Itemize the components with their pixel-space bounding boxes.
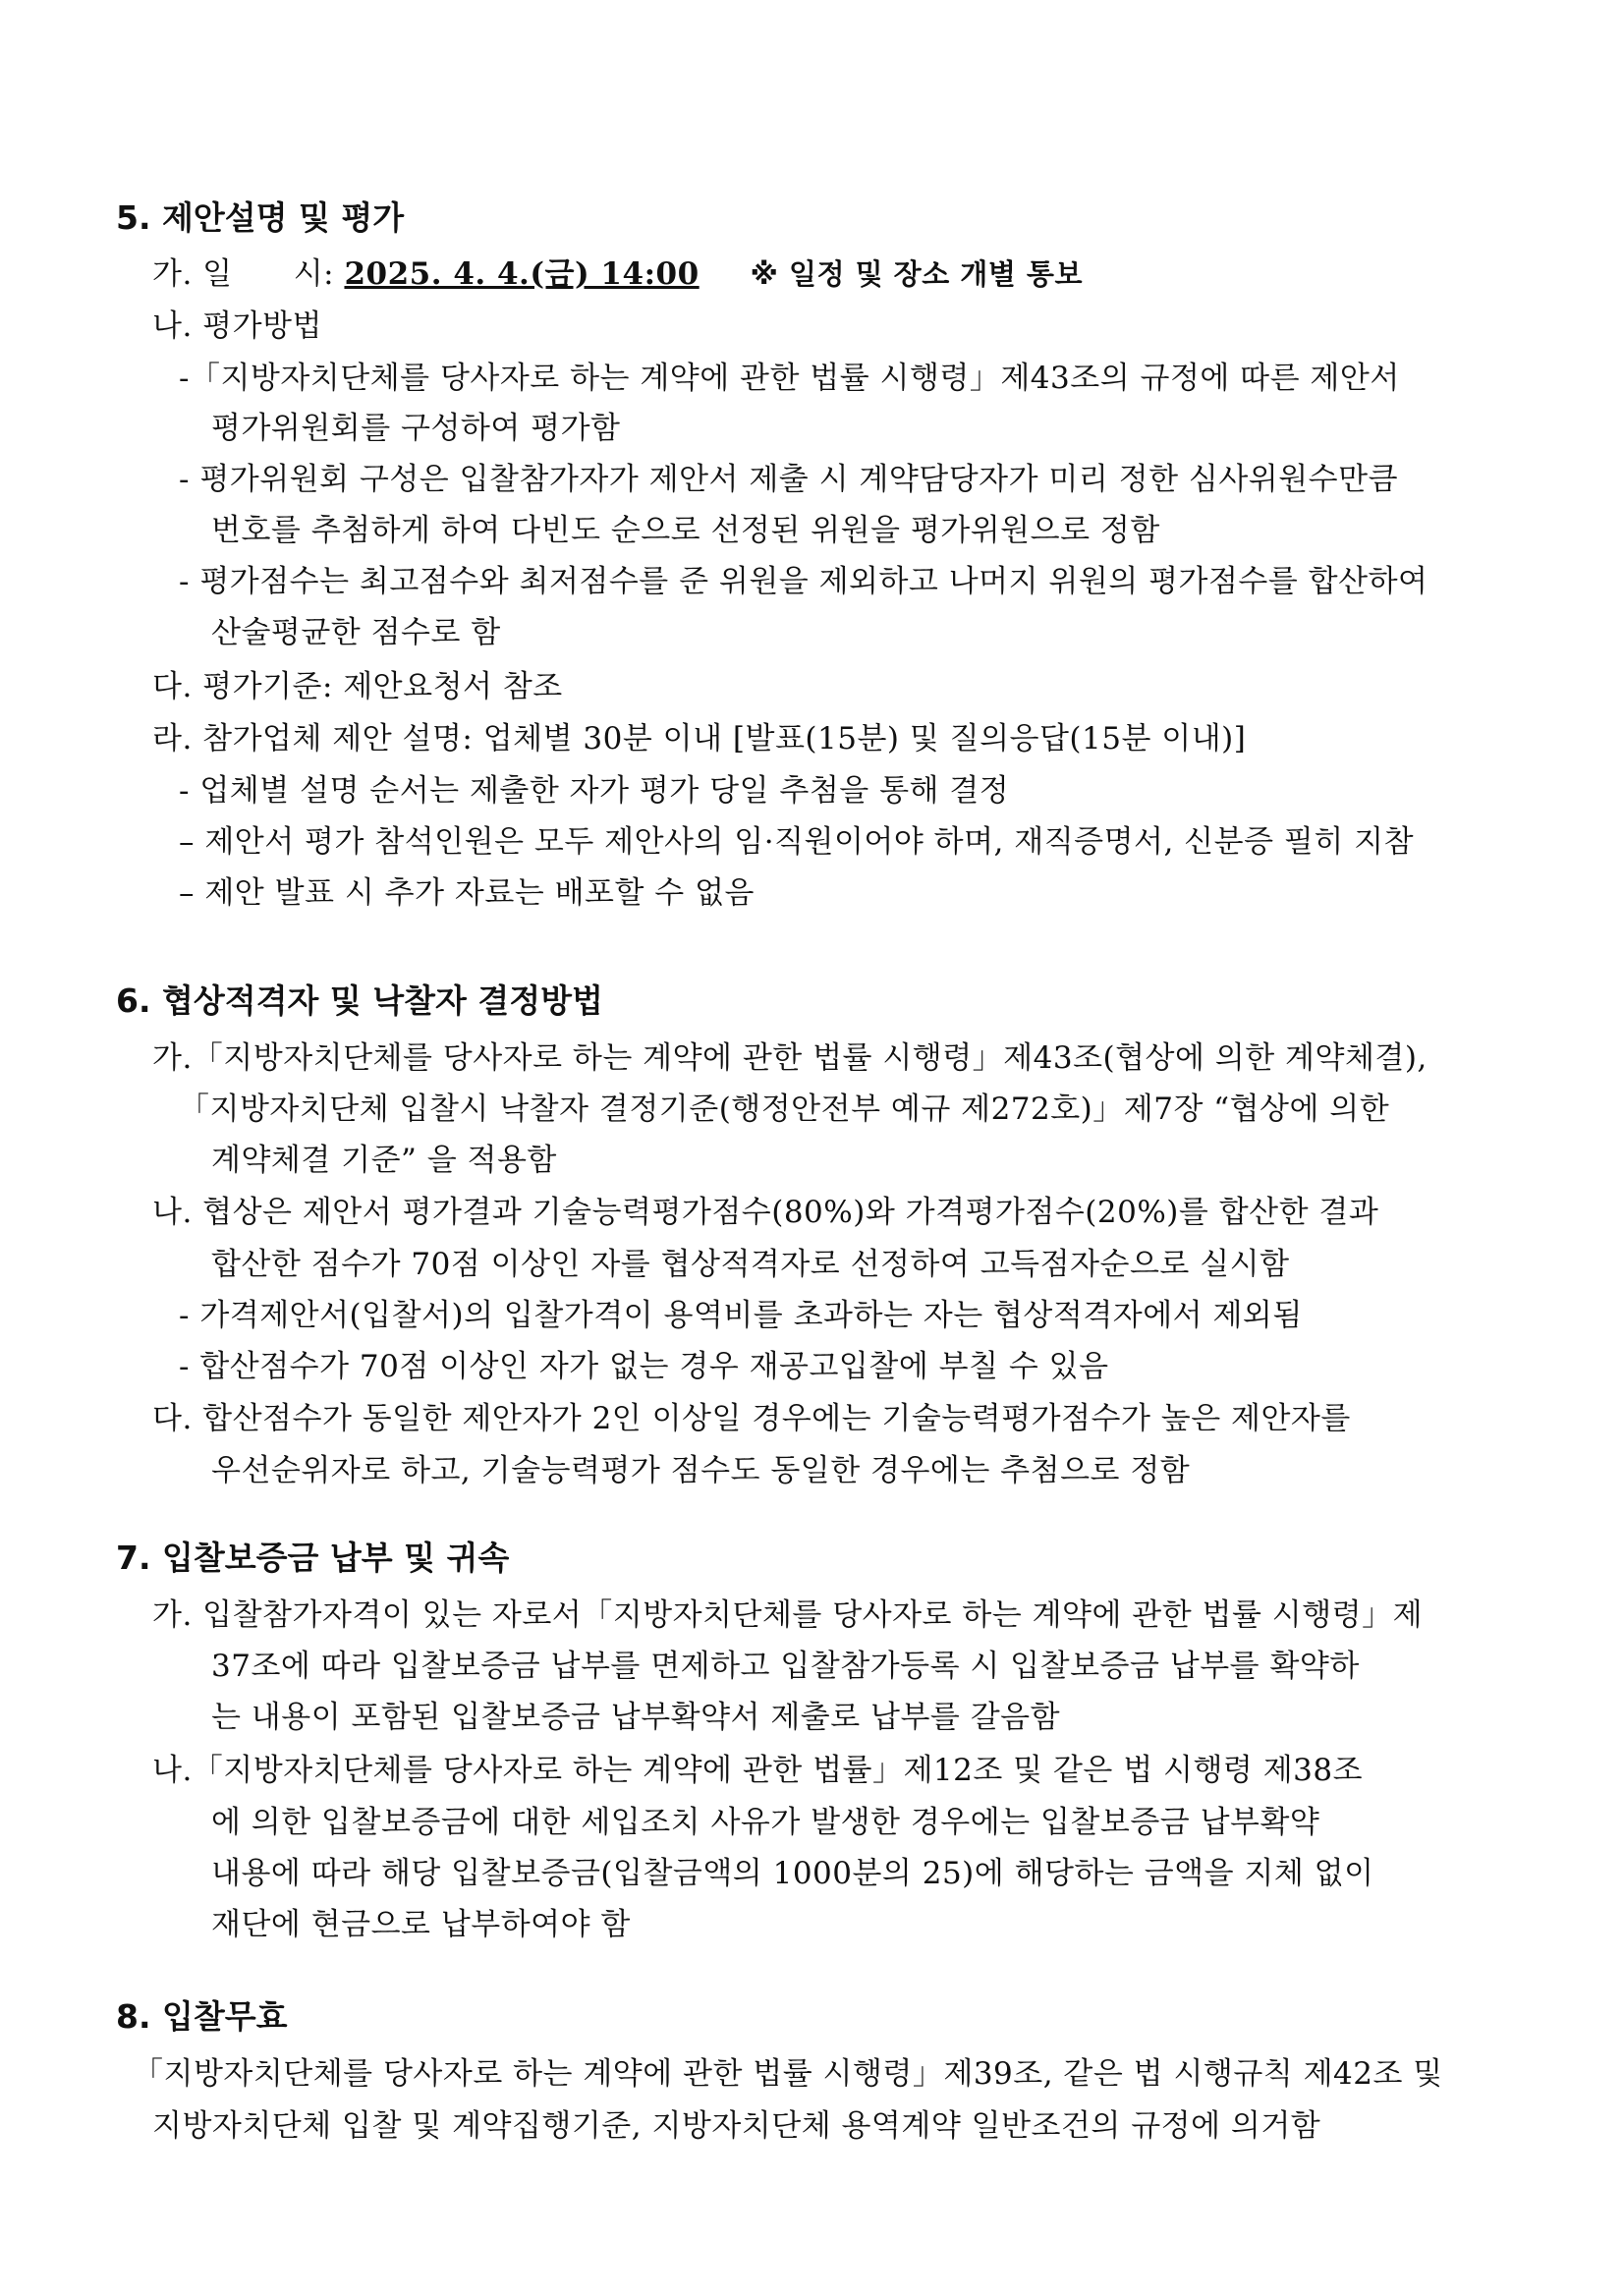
s5-item-a — [152, 249, 1083, 293]
s5-d3: – 제안 발표 시 추가 자료는 배포할 수 없음 — [179, 875, 755, 911]
s6-a-line3: 계약체결 기준” 을 적용함 — [211, 1143, 557, 1178]
s6-b-line2: 합산한 점수가 70점 이상인 자를 협상적격자로 선정하여 고득점자순으로 실시함 — [211, 1247, 1290, 1282]
s5-b3-line1: - 평가점수는 최고점수와 최저점수를 준 위원을 제외하고 나머지 위원의 평가점수를 합산하여 — [179, 564, 1428, 599]
s5-note: ※ 일정 및 장소 개별 통보 — [750, 257, 1083, 291]
s7-a-line3: 는 내용이 포함된 입찰보증금 납부확약서 제출로 납부를 갈음함 — [211, 1700, 1061, 1735]
s7-b-line4: 재단에 현금으로 납부하여야 함 — [211, 1907, 631, 1942]
section-7-title: 7. 입찰보증금 납부 및 귀속 — [116, 1539, 510, 1577]
s5-item-d: 라. 참가업체 제안 설명: 업체별 30분 이내 [발표(15분) 및 질의응답(15분 이내)] — [152, 721, 1247, 756]
s6-a-line2: 「지방자치단체 입찰시 낙찰자 결정기준(행정안전부 예규 제272호)」제7장 “협상에 의한 — [179, 1092, 1390, 1127]
s7-b-line3: 내용에 따라 해당 입찰보증금(입찰금액의 1000분의 25)에 해당하는 금액을 지체 없이 — [211, 1856, 1374, 1891]
s5-d1: - 업체별 설명 순서는 제출한 자가 평가 당일 추첨을 통해 결정 — [179, 773, 1010, 809]
s5-b1-line1: -「지방자치단체를 당사자로 하는 계약에 관한 법률 시행령」제43조의 규정에 따른 제안서 — [179, 361, 1400, 396]
s7-b-line1: 나.「지방자치단체를 당사자로 하는 계약에 관한 법률」제12조 및 같은 법 시행령 제38조 — [152, 1753, 1364, 1788]
s5-b2-line2: 번호를 추첨하게 하여 다빈도 순으로 선정된 위원을 평가위원으로 정함 — [211, 513, 1160, 548]
s5-b2-line1: - 평가위원회 구성은 입찰참가자가 제안서 제출 시 계약담당자가 미리 정한 심사위원수만큼 — [179, 462, 1399, 497]
s6-b2: - 합산점수가 70점 이상인 자가 없는 경우 재공고입찰에 부칠 수 있음 — [179, 1349, 1109, 1384]
s7-a-line1: 가. 입찰참가자격이 있는 자로서「지방자치단체를 당사자로 하는 계약에 관한 법률 시행령」제 — [152, 1597, 1424, 1633]
section-8-title: 8. 입찰무효 — [116, 1997, 288, 2036]
s5-b3-line2: 산술평균한 점수로 함 — [211, 615, 501, 650]
s5-item-b: 나. 평가방법 — [152, 308, 322, 344]
s6-a-line1: 가.「지방자치단체를 당사자로 하는 계약에 관한 법률 시행령」제43조(협상에 의한 계약체결), — [152, 1040, 1428, 1076]
s6-c-line1: 다. 합산점수가 동일한 제안자가 2인 이상일 경우에는 기술능력평가점수가 높은 제안자를 — [152, 1401, 1351, 1436]
s7-a-line2: 37조에 따라 입찰보증금 납부를 면제하고 입찰참가등록 시 입찰보증금 납부를 확약하 — [211, 1649, 1360, 1684]
s5-item-a-label: 가. 일 시: — [152, 256, 345, 292]
s6-b1: - 가격제안서(입찰서)의 입찰가격이 용역비를 초과하는 자는 협상적격자에서 제외됨 — [179, 1298, 1303, 1333]
s5-b1-line2: 평가위원회를 구성하여 평가함 — [211, 411, 621, 446]
s5-d2: – 제안서 평가 참석인원은 모두 제안사의 임·직원이어야 하며, 재직증명서, 신분증 필히 지참 — [179, 824, 1415, 860]
s5-item-c: 다. 평가기준: 제안요청서 참조 — [152, 669, 563, 704]
s5-date: 2025. 4. 4.(금) 14:00 — [344, 256, 700, 292]
s8-line1: 「지방자치단체를 당사자로 하는 계약에 관한 법률 시행령」제39조, 같은 법 시행규칙 제42조 및 — [133, 2056, 1443, 2092]
s7-b-line2: 에 의한 입찰보증금에 대한 세입조치 사유가 발생한 경우에는 입찰보증금 납부확약 — [211, 1805, 1320, 1840]
section-6-title: 6. 협상적격자 및 낙찰자 결정방법 — [116, 981, 603, 1020]
s6-c-line2: 우선순위자로 하고, 기술능력평가 점수도 동일한 경우에는 추첨으로 정함 — [211, 1453, 1191, 1488]
s6-b-line1: 나. 협상은 제안서 평가결과 기술능력평가점수(80%)와 가격평가점수(20%)를 합산한 결과 — [152, 1195, 1379, 1230]
section-5-title: 5. 제안설명 및 평가 — [116, 198, 405, 237]
s8-line2: 지방자치단체 입찰 및 계약집행기준, 지방자치단체 용역계약 일반조건의 규정에 의거함 — [152, 2108, 1321, 2144]
